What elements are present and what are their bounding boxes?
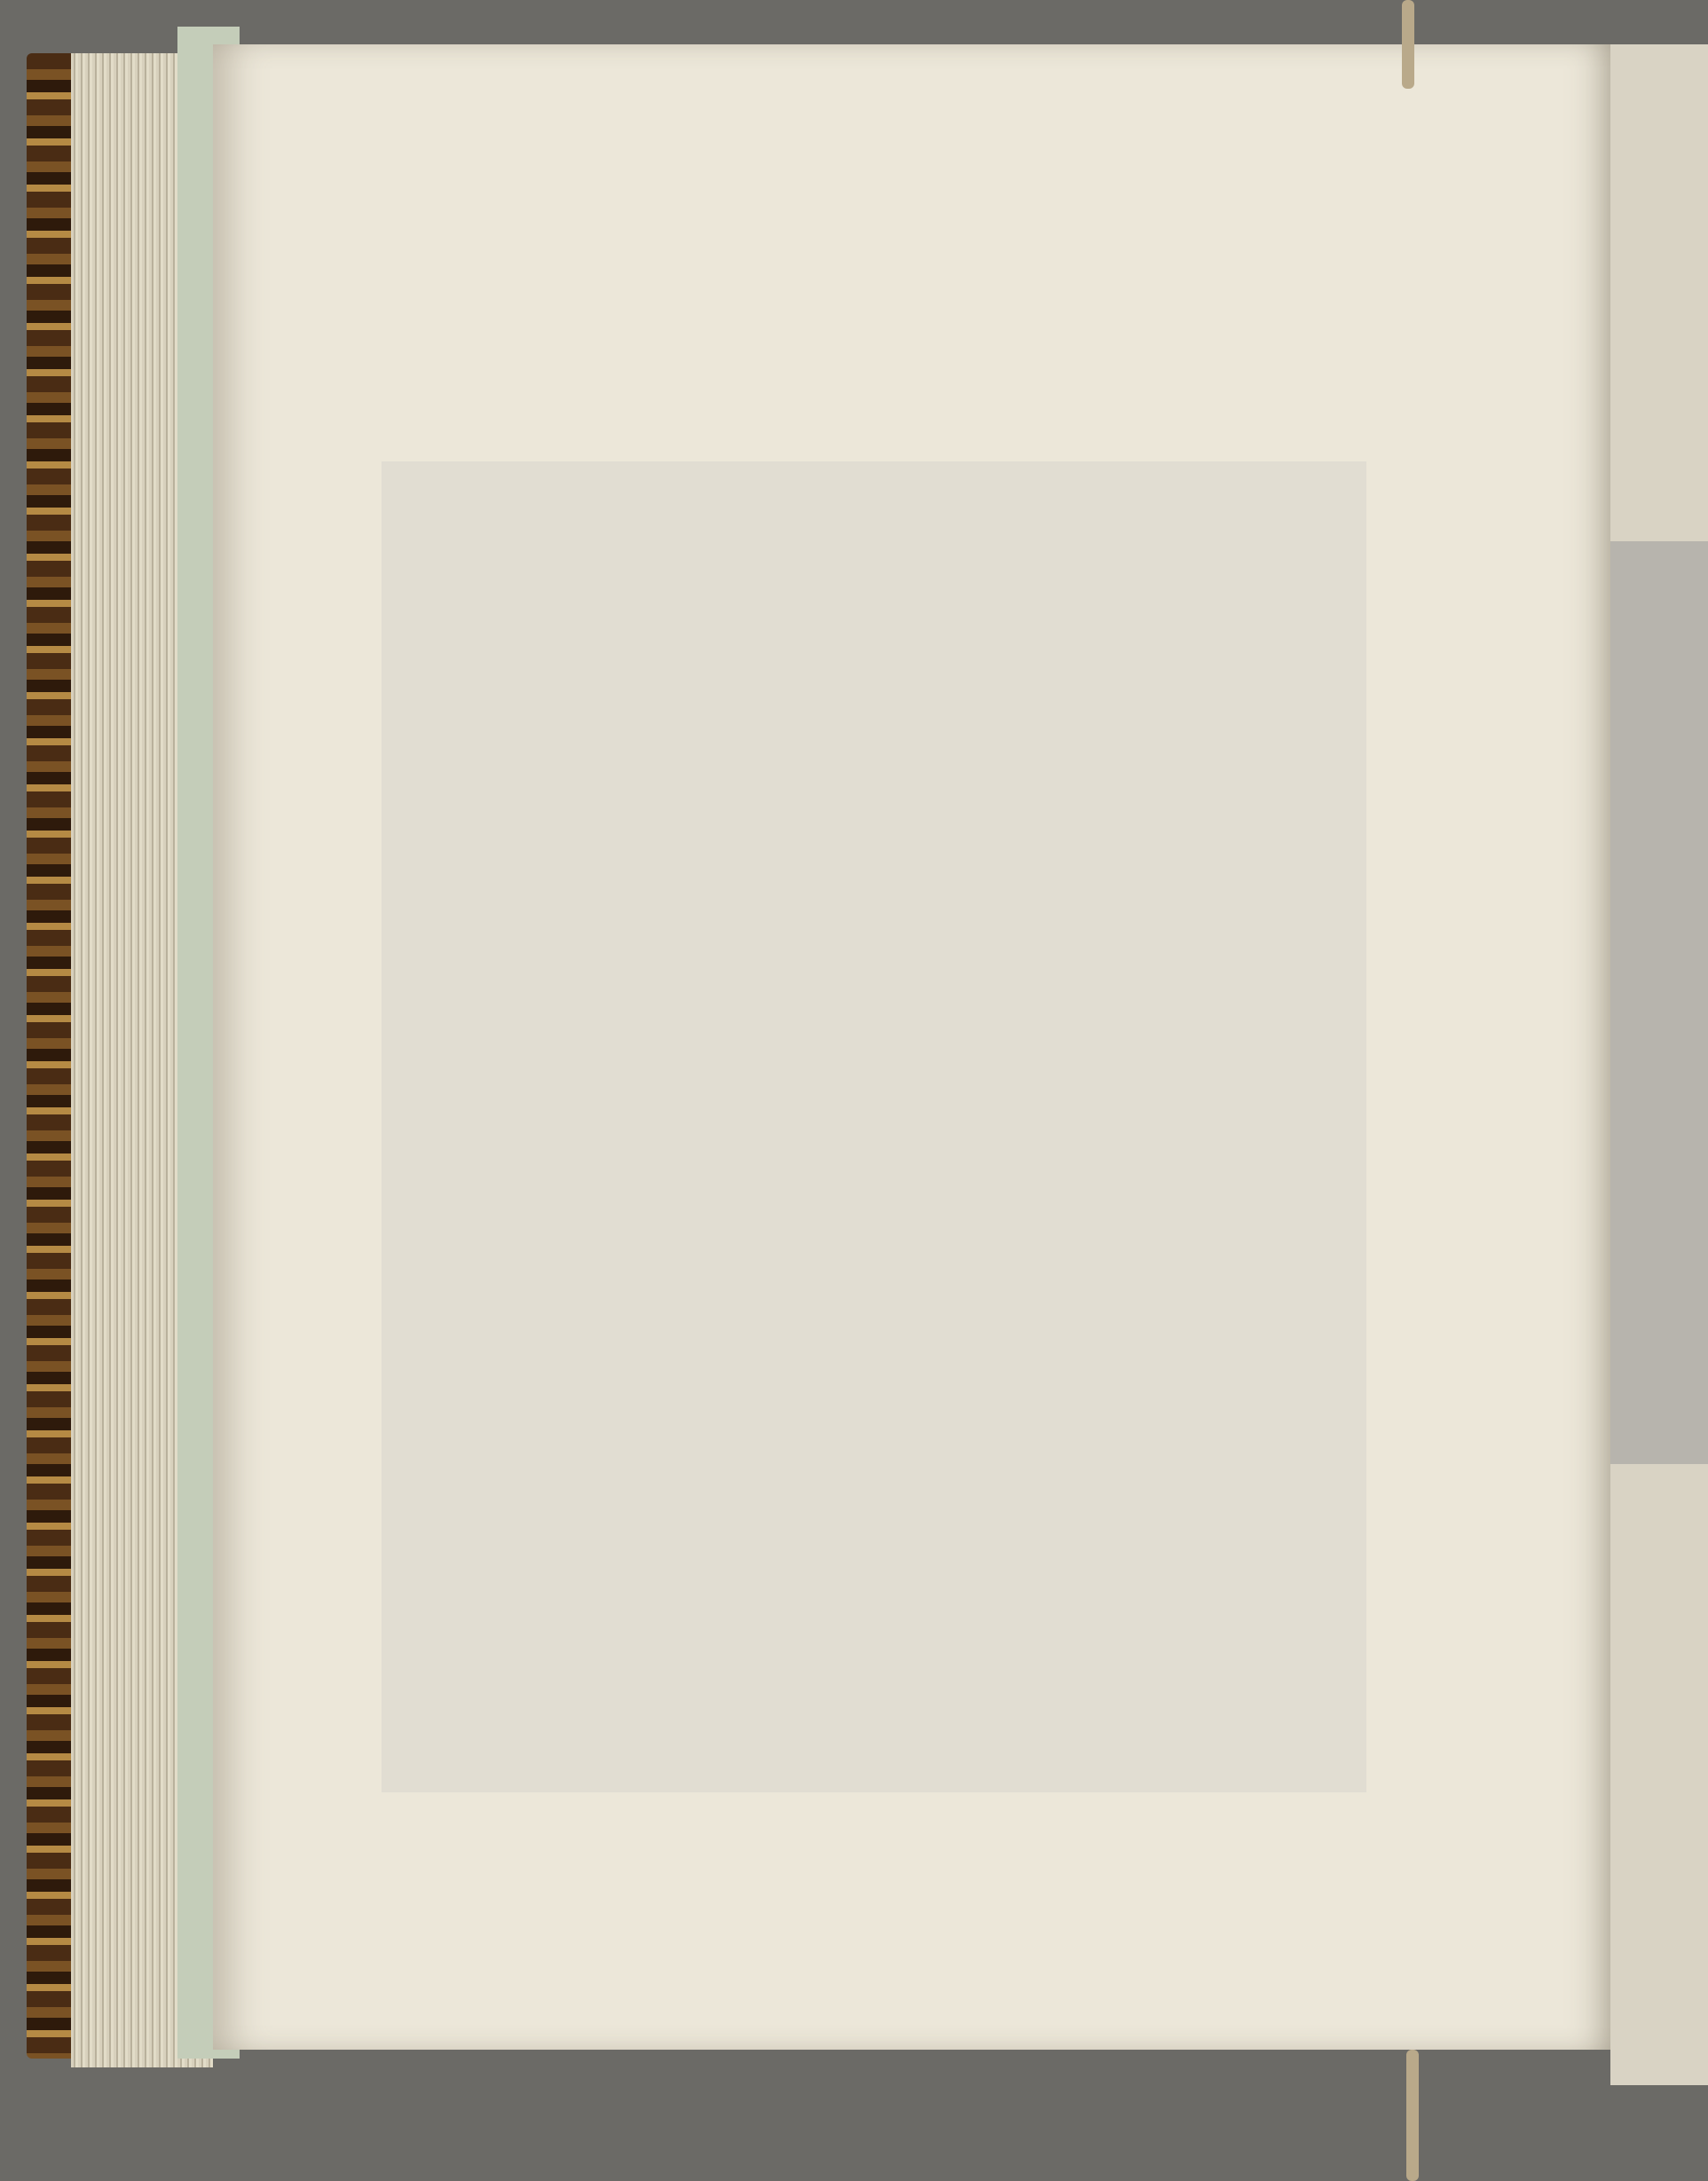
bookmark-ribbon-bottom: [1406, 2050, 1419, 2181]
show-through-figure: [382, 461, 1366, 1792]
facing-page: [1610, 44, 1708, 2085]
book-spine: [27, 53, 75, 2059]
facing-page-figure: [1610, 541, 1708, 1464]
bookmark-ribbon-top: [1402, 0, 1414, 89]
section-heading: [490, 1145, 1466, 1184]
